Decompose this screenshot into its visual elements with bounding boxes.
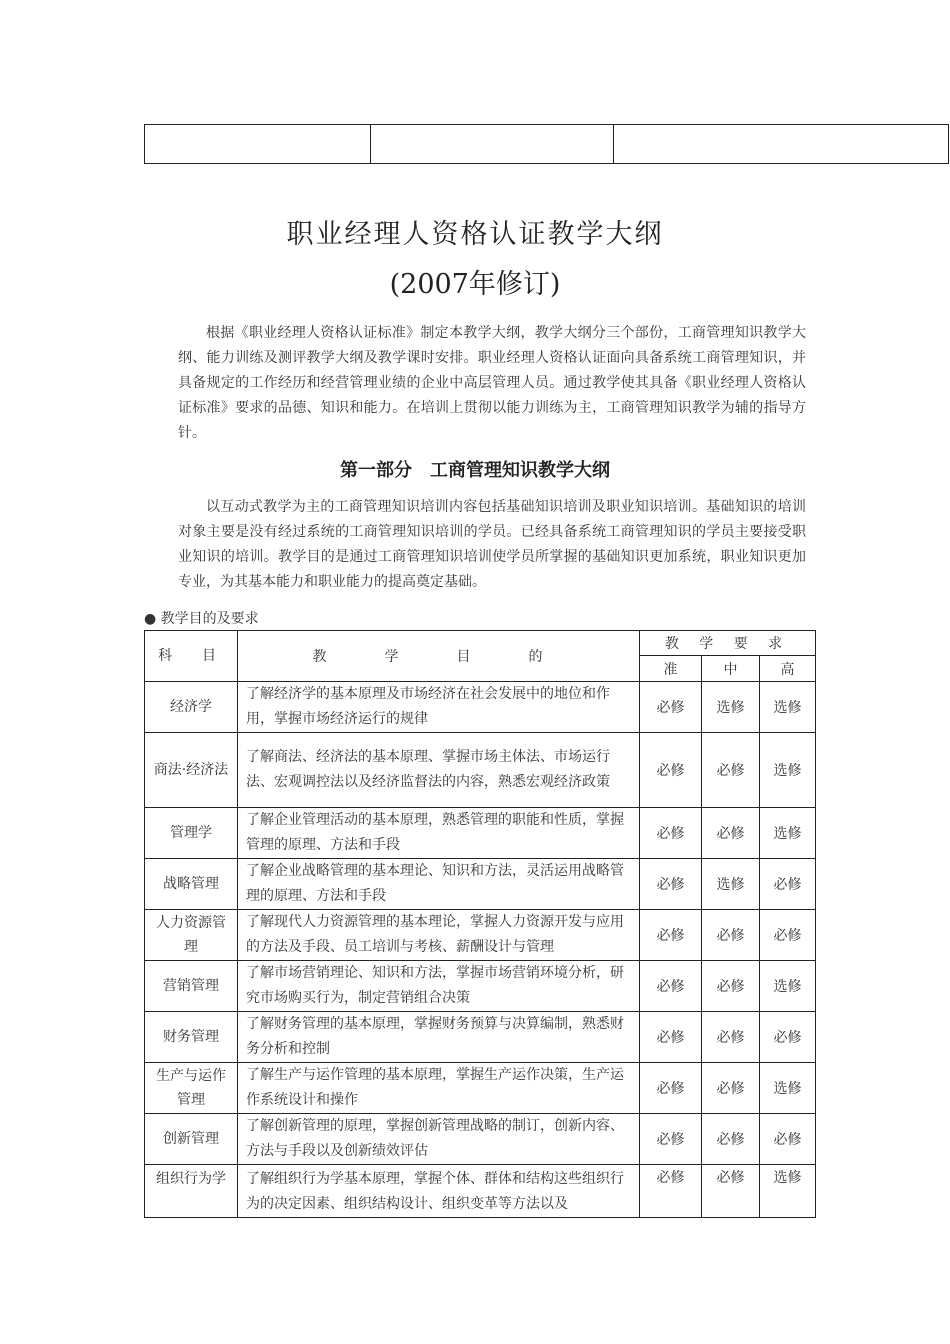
table-row: [145, 961, 816, 1012]
req-cell-basic: 必修: [640, 733, 702, 808]
goal-cell: 了解市场营销理论、知识和方法，掌握市场营销环境分析，研究市场购买行为，制定营销组合决策: [238, 961, 640, 1012]
req-cell-high: 必修: [760, 910, 816, 961]
header-subject: 科 目: [145, 631, 238, 682]
goal-cell: 了解现代人力资源管理的基本理论，掌握人力资源开发与应用的方法及手段、员工培训与考核、薪酬设计与管理: [238, 910, 640, 961]
table-row: [145, 1063, 816, 1114]
header-requirement: 教 学 要 求: [640, 631, 816, 656]
req-cell-mid: 必修: [702, 1012, 760, 1063]
table-row: [145, 682, 816, 733]
req-cell-basic: 必修: [640, 859, 702, 910]
req-cell-high: 选修: [760, 961, 816, 1012]
subject-cell: 组织行为学: [145, 1165, 238, 1218]
req-cell-mid: 必修: [702, 733, 760, 808]
bullet-heading: ● 教学目的及要求: [144, 611, 259, 627]
req-cell-mid: 必修: [702, 808, 760, 859]
table-row: [145, 859, 816, 910]
header-box-cell: [614, 125, 949, 164]
req-cell-basic: 必修: [640, 808, 702, 859]
section-heading: 第一部分 工商管理知识教学大纲: [340, 460, 610, 481]
table-row: [145, 1012, 816, 1063]
goal-cell: 了解经济学的基本原理及市场经济在社会发展中的地位和作用，掌握市场经济运行的规律: [238, 682, 640, 733]
header-level-mid: 中: [702, 656, 760, 682]
document-title: 职业经理人资格认证教学大纲: [286, 219, 664, 250]
req-cell-basic: 必修: [640, 1165, 702, 1218]
req-cell-mid: 必修: [702, 961, 760, 1012]
req-cell-basic: 必修: [640, 1114, 702, 1165]
subject-cell: 人力资源管理: [145, 910, 238, 961]
goal-cell: 了解创新管理的原理，掌握创新管理战略的制订，创新内容、方法与手段以及创新绩效评估: [238, 1114, 640, 1165]
subject-cell: 营销管理: [145, 961, 238, 1012]
goal-cell: 了解财务管理的基本原理，掌握财务预算与决算编制，熟悉财务分析和控制: [238, 1012, 640, 1063]
req-cell-basic: 必修: [640, 910, 702, 961]
req-cell-mid: 必修: [702, 1114, 760, 1165]
req-cell-high: 必修: [760, 1012, 816, 1063]
document-subtitle: (2007年修订): [389, 269, 561, 300]
goal-cell: 了解企业战略管理的基本理论、知识和方法，灵活运用战略管理的原理、方法和手段: [238, 859, 640, 910]
header-box-cell: [371, 125, 614, 164]
subject-cell: 商法·经济法: [145, 733, 238, 808]
header-box-cell: [145, 125, 371, 164]
req-cell-mid: 必修: [702, 1165, 760, 1218]
teaching-goals-table: [144, 630, 816, 1218]
subject-cell: 经济学: [145, 682, 238, 733]
header-level-basic: 准: [640, 656, 702, 682]
req-cell-mid: 必修: [702, 1063, 760, 1114]
header-goal: 教 学 目 的: [238, 631, 640, 682]
req-cell-high: 选修: [760, 808, 816, 859]
table-row: [145, 733, 816, 808]
goal-cell: 了解组织行为学基本原理，掌握个体、群体和结构这些组织行为的决定因素、组织结构设计、组织变革等方法以及: [238, 1165, 640, 1218]
req-cell-basic: 必修: [640, 961, 702, 1012]
req-cell-high: 选修: [760, 682, 816, 733]
subject-cell: 战略管理: [145, 859, 238, 910]
req-cell-high: 选修: [760, 733, 816, 808]
req-cell-high: 必修: [760, 859, 816, 910]
intro-paragraph: 根据《职业经理人资格认证标准》制定本教学大纲，教学大纲分三个部份，工商管理知识教学大纲、能力训练及测评教学大纲及教学课时安排。职业经理人资格认证面向具备系统工商管理知识，并具备规定的工作经历和经营管理业绩的企业中高层管理人员。通过教学使其具备《职业经理人资格认证标准》要求的品德、知识和能力。在培训上贯彻以能力训练为主，工商管理知识教学为辅的指导方针。: [178, 325, 806, 441]
table-row: [145, 808, 816, 859]
req-cell-basic: 必修: [640, 1012, 702, 1063]
subject-cell: 管理学: [145, 808, 238, 859]
req-cell-high: 选修: [760, 1165, 816, 1218]
subject-cell: 财务管理: [145, 1012, 238, 1063]
table-row: [145, 1165, 816, 1218]
req-cell-mid: 选修: [702, 682, 760, 733]
req-cell-high: 必修: [760, 1114, 816, 1165]
subject-cell: 生产与运作管理: [145, 1063, 238, 1114]
table-row: [145, 910, 816, 961]
section-paragraph: 以互动式教学为主的工商管理知识培训内容包括基础知识培训及职业知识培训。基础知识的培训对象主要是没有经过系统的工商管理知识培训的学员。已经具备系统工商管理知识的学员主要接受职业知识的培训。教学目的是通过工商管理知识培训使学员所掌握的基础知识更加系统，职业知识更加专业，为其基本能力和职业能力的提高奠定基础。: [178, 499, 806, 590]
goal-cell: 了解生产与运作管理的基本原理，掌握生产运作决策，生产运作系统设计和操作: [238, 1063, 640, 1114]
goal-cell: 了解企业管理活动的基本原理，熟悉管理的职能和性质，掌握管理的原理、方法和手段: [238, 808, 640, 859]
req-cell-basic: 必修: [640, 682, 702, 733]
req-cell-basic: 必修: [640, 1063, 702, 1114]
req-cell-mid: 必修: [702, 910, 760, 961]
req-cell-mid: 选修: [702, 859, 760, 910]
subject-cell: 创新管理: [145, 1114, 238, 1165]
table-row: [145, 1114, 816, 1165]
goal-cell: 了解商法、经济法的基本原理、掌握市场主体法、市场运行法、宏观调控法以及经济监督法的内容，熟悉宏观经济政策: [238, 733, 640, 808]
header-box-table: [144, 124, 949, 164]
req-cell-high: 选修: [760, 1063, 816, 1114]
header-level-high: 高: [760, 656, 816, 682]
